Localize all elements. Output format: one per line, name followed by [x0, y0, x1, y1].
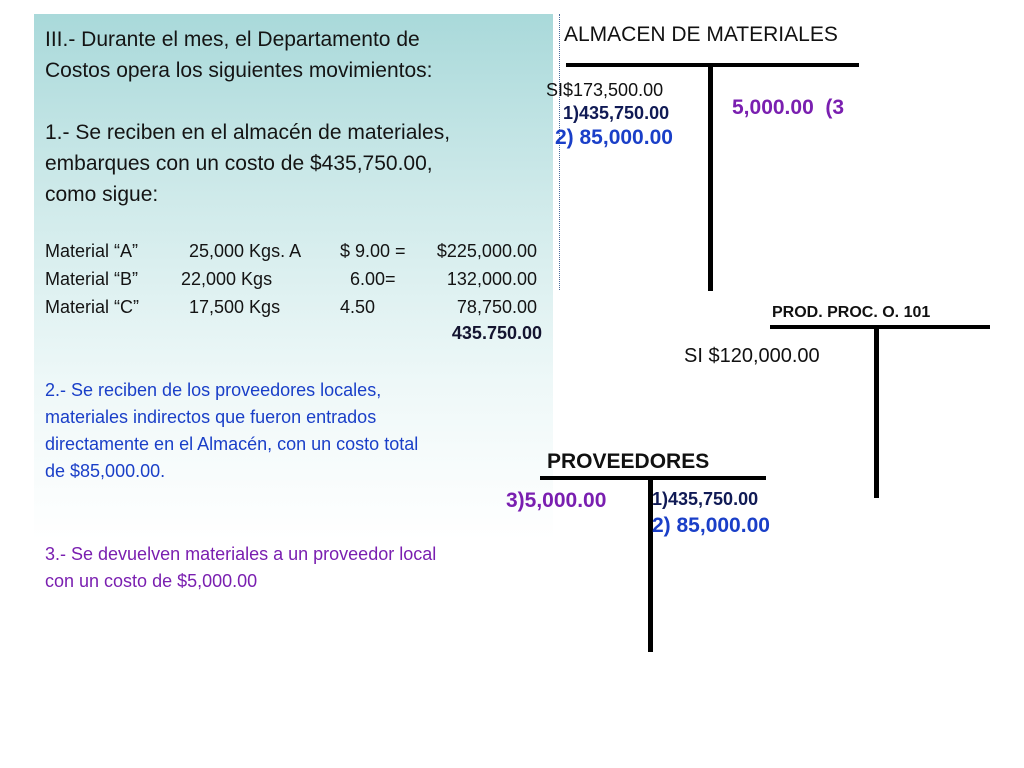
proveedores-credit-entry-2: 2) 85,000.00: [652, 514, 770, 537]
almacen-debit-entry-1: 1)435,750.00: [563, 103, 670, 123]
item-1-line: embarques con un costo de $435,750.00,: [45, 152, 433, 175]
materials-total: 435.750.00: [451, 323, 542, 343]
material-total: 78,750.00: [456, 297, 537, 317]
material-qty: 17,500 Kgs: [189, 297, 281, 317]
intro-line: III.- Durante el mes, el Departamento de: [45, 28, 420, 51]
proveedores-account-title: PROVEEDORES: [547, 450, 710, 473]
item-2-line: de $85,000.00.: [45, 461, 166, 481]
item-2-text: [45, 377, 418, 485]
material-name: Material “A”: [45, 241, 139, 261]
prod-proc-initial-balance: SI $120,000.00: [684, 345, 820, 367]
proveedores-credit-entry-1: 1)435,750.00: [652, 489, 759, 509]
material-total: 132,000.00: [446, 269, 537, 289]
material-price: $ 9.00 =: [340, 241, 406, 261]
item-2-line: directamente en el Almacén, con un costo total: [45, 434, 419, 454]
proveedores-account-top-line: [540, 476, 766, 480]
item-2-line: materiales indirectos que fueron entrados: [45, 407, 377, 427]
material-row-b: [45, 267, 545, 291]
material-name: Material “B”: [45, 269, 139, 289]
material-row-a: [45, 239, 545, 263]
material-price: 4.50: [340, 297, 376, 317]
material-price: 6.00=: [350, 269, 396, 289]
material-row-c: [45, 295, 545, 319]
item-3-line: 3.- Se devuelven materiales a un proveedor local: [45, 544, 437, 564]
prod-proc-account-title: PROD. PROC. O. 101: [772, 304, 931, 321]
material-qty: 22,000 Kgs: [181, 269, 273, 289]
almacen-account-title: ALMACEN DE MATERIALES: [564, 23, 838, 46]
item-1-line: como sigue:: [45, 183, 159, 206]
almacen-account-center-line: [708, 64, 713, 291]
item-3-text: [45, 541, 436, 595]
material-name: Material “C”: [45, 297, 140, 317]
material-qty: 25,000 Kgs. A: [189, 241, 302, 261]
intro-line: Costos opera los siguientes movimientos:: [45, 59, 433, 82]
item-3-line: con un costo de $5,000.00: [45, 571, 258, 591]
almacen-initial-balance: SI$173,500.00: [546, 80, 664, 100]
prod-proc-account-top-line: [770, 325, 990, 329]
almacen-debit-entry-2: 2) 85,000.00: [555, 126, 673, 149]
dotted-divider: [559, 14, 560, 290]
item-2-line: 2.- Se reciben de los proveedores locales,: [45, 380, 382, 400]
almacen-credit-entry-3: 5,000.00 (3: [732, 96, 845, 119]
item-1-text: [45, 117, 450, 210]
item-1-line: 1.- Se reciben en el almacén de materiales,: [45, 121, 451, 144]
material-total: $225,000.00: [436, 241, 537, 261]
proveedores-debit-entry-3: 3)5,000.00: [506, 489, 607, 512]
intro-text: [45, 24, 433, 86]
prod-proc-account-center-line: [874, 326, 879, 498]
